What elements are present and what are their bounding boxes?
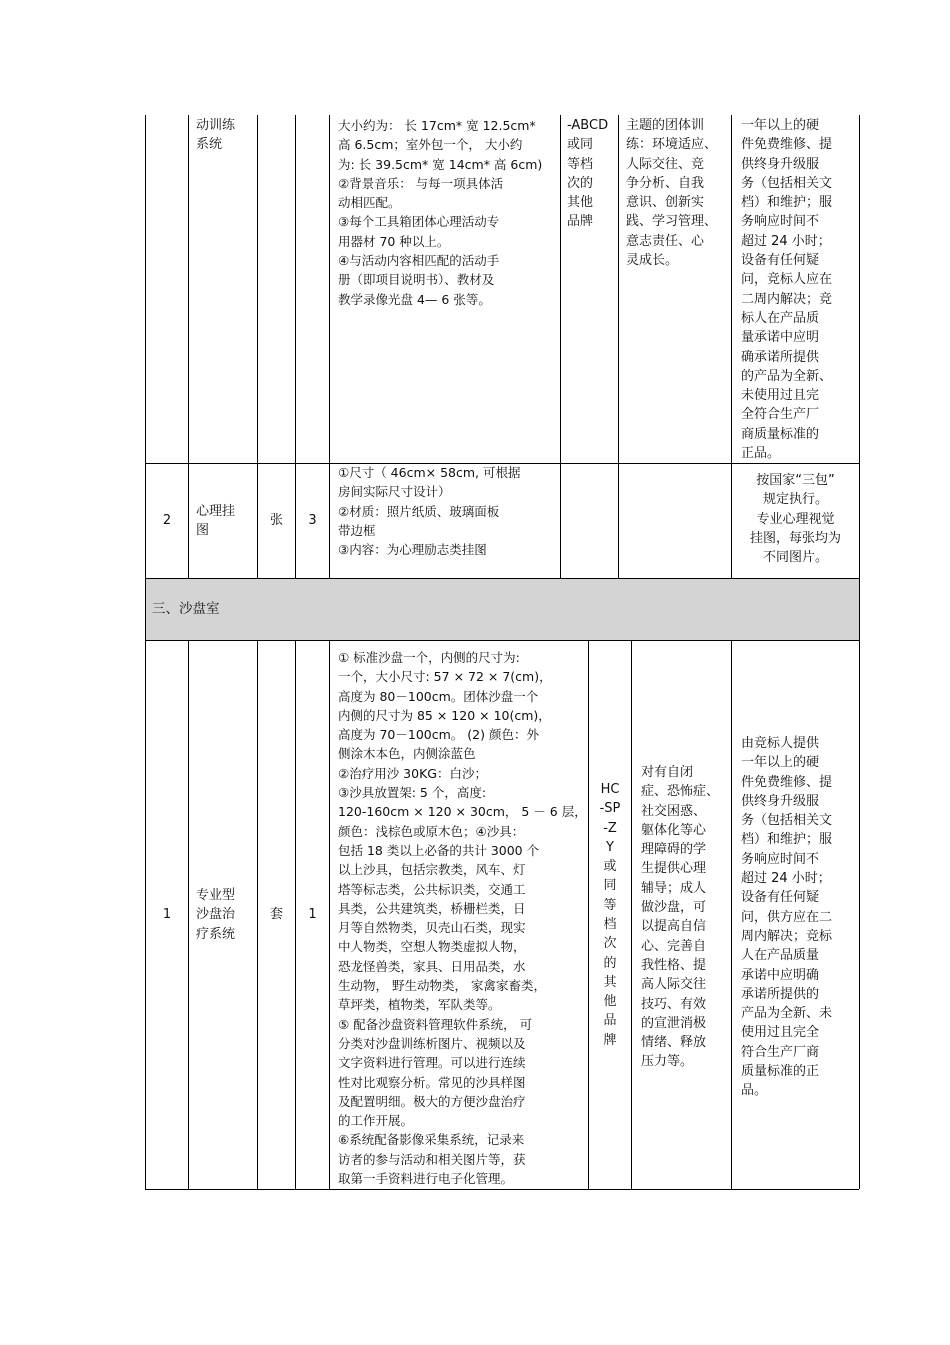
service-line: 设备有任何疑 — [741, 890, 820, 906]
service-line: 规定执行。 — [762, 492, 828, 508]
service-line: 二周内解决；竞 — [741, 291, 833, 307]
spec-line: 为: 长 39.5cm* 宽 14cm* 高 6cm) — [338, 156, 543, 172]
service-line: 一年以上的硬 — [741, 118, 820, 133]
spec-line: 动相匹配。 — [338, 195, 401, 211]
service-line: 挂图，每张均为 — [749, 530, 841, 546]
spec-line: 中人物类，空想人物类虚拟人物， — [338, 939, 526, 955]
row-b-service — [732, 471, 859, 567]
purpose-line: 高人际交往 — [641, 977, 707, 993]
service-line: 专业心理视觉 — [756, 511, 835, 527]
purpose-line: 对有自闭 — [641, 765, 694, 780]
spec-line: 以上沙具，包括宗教类，风车、灯 — [338, 862, 526, 878]
purpose-line: 的宣泄消极 — [641, 1015, 707, 1031]
service-line: 设备有任何疑 — [741, 253, 820, 269]
purpose-line: 人际交往、竞 — [626, 156, 705, 172]
service-line: 承诺中应明确 — [741, 967, 820, 983]
table-rule — [145, 578, 146, 640]
row-c-unit: 套 — [269, 907, 283, 923]
row-c-number: 1 — [162, 907, 172, 923]
spec-line: 生动物， 野生动物类， 家禽家畜类， — [338, 978, 546, 994]
purpose-line: 意志责任、心 — [626, 233, 705, 249]
purpose-line: 压力等。 — [641, 1054, 694, 1070]
spec-line: 性对比观察分析。常见的沙具样图 — [338, 1074, 526, 1090]
table-rule — [859, 115, 860, 578]
service-line: 不同图片。 — [762, 550, 828, 566]
brand-line: -Z — [603, 820, 617, 836]
brand-line: 的 — [603, 955, 617, 971]
spec-line: 内侧的尺寸为 85 × 120 × 10(cm)， — [338, 707, 551, 723]
service-line: 问，供方应在二 — [741, 909, 833, 925]
row-a-name-line: 动训练 — [196, 118, 236, 133]
table-rule — [188, 640, 189, 1189]
table-rule — [145, 640, 859, 641]
service-line: 档）和维护；服 — [741, 195, 833, 211]
service-line: 务响应时间不 — [741, 851, 820, 867]
service-line: 超过 24 小时； — [741, 871, 831, 887]
purpose-line: 做沙盘，可 — [641, 900, 707, 916]
brand-line: Y — [606, 839, 614, 855]
table-rule — [329, 640, 330, 1189]
service-line: 量承诺中应明 — [741, 330, 820, 346]
spec-line: ②材质：照片纸质、玻璃面板 — [338, 503, 500, 519]
spec-line: ③每个工具箱团体心理活动专 — [338, 214, 500, 230]
purpose-line: 躯体化等心 — [641, 822, 707, 838]
service-line: 周内解决；竞标 — [741, 928, 833, 944]
purpose-line: 辅导；成人 — [641, 880, 707, 896]
spec-line: 房间实际尺寸设计） — [338, 484, 451, 500]
row-a-purpose — [626, 116, 717, 270]
spec-line: 大小约为： 长 17cm* 宽 12.5cm* — [338, 118, 536, 133]
purpose-line: 情绪、释放 — [641, 1035, 707, 1051]
table-rule — [631, 640, 632, 1189]
row-c-name-line: 疗系统 — [196, 926, 236, 942]
brand-line: -SP — [599, 801, 621, 817]
row-a-name — [196, 116, 235, 155]
row-a-brand — [567, 116, 608, 232]
brand-line: 等 — [603, 897, 617, 913]
service-line: 务（包括相关文 — [741, 813, 833, 829]
spec-line: 用器材 70 种以上。 — [338, 233, 450, 249]
service-line: 件免费维修、提 — [741, 137, 833, 153]
spec-line: 颜色：浅棕色或原木色；④沙具： — [338, 823, 525, 839]
table-rule — [731, 640, 732, 1189]
service-line: 按国家“三包” — [756, 473, 835, 488]
brand-line: 同 — [603, 878, 617, 894]
row-a-service — [741, 116, 832, 463]
brand-line: 他 — [603, 994, 617, 1010]
brand-line: 其他 — [567, 195, 594, 211]
brand-line: 等档 — [567, 156, 594, 172]
spec-line: 教学录像光盘 4— 6 张等。 — [338, 291, 491, 307]
row-b-name-line: 心理挂 — [196, 503, 236, 519]
row-b-name — [196, 464, 235, 578]
spec-line: ①尺寸（ 46cm× 58cm, 可根据 — [338, 465, 521, 480]
spec-line: 恐龙怪兽类，家具、日用品类，水 — [338, 958, 526, 974]
spec-line: 的工作开展。 — [338, 1113, 414, 1129]
spec-line: ⑤ 配备沙盘资料管理软件系统， 可 — [338, 1016, 533, 1032]
spec-line: 高度为 70－100cm。 (2) 颜色：外 — [338, 727, 539, 743]
spec-line: 120-160cm × 120 × 30cm， 5 － 6 层， — [338, 804, 587, 820]
row-c-brand — [589, 641, 631, 1189]
table-rule — [560, 115, 561, 578]
purpose-line: 心、完善自 — [641, 938, 707, 954]
brand-line: 档 — [603, 917, 617, 932]
table-rule — [859, 640, 860, 1189]
spec-line: 一个，大小尺寸: 57 × 72 × 7(cm)， — [338, 669, 552, 685]
service-line: 人在产品质量 — [741, 948, 820, 964]
table-rule — [145, 1189, 859, 1190]
spec-line: 分类对沙盘训练析图片、视频以及 — [338, 1035, 526, 1051]
spec-line: 草坪类，植物类，军队类等。 — [338, 997, 501, 1013]
spec-line: 塔等标志类，公共标识类，交通工 — [338, 881, 526, 897]
service-line: 全符合生产厂 — [741, 407, 820, 423]
purpose-line: 理障碍的学 — [641, 842, 707, 858]
row-b-quantity: 3 — [308, 513, 317, 529]
purpose-line: 技巧、有效 — [641, 996, 707, 1012]
purpose-line: 以提高自信 — [641, 919, 707, 935]
row-b-specs — [338, 463, 520, 559]
service-line: 一年以上的硬 — [741, 755, 820, 771]
purpose-line: 练：环境适应、 — [626, 137, 718, 153]
service-line: 超过 24 小时； — [741, 233, 831, 249]
table-rule — [188, 115, 189, 578]
row-c-name — [196, 641, 235, 1189]
service-line: 供终身升级服 — [741, 793, 820, 809]
purpose-line: 争分析、自我 — [626, 175, 705, 191]
purpose-line: 社交困惑、 — [641, 803, 707, 819]
spec-line: 取第一手资料进行电子化管理。 — [338, 1171, 514, 1187]
service-line: 档）和维护；服 — [741, 832, 833, 848]
brand-line: 牌 — [603, 1032, 617, 1048]
spec-line: ③内容：为心理励志类挂图 — [338, 542, 487, 558]
purpose-line: 践、学习管理、 — [626, 214, 718, 230]
service-line: 确承诺所提供 — [741, 349, 820, 365]
spec-line: ③沙具放置架: 5 个，高度: — [338, 785, 487, 801]
spec-line: 高度为 80－100cm。团体沙盘一个 — [338, 688, 539, 704]
service-line: 质量标准的正 — [741, 1064, 820, 1080]
spec-line: 包括 18 类以上必备的共计 3000 个 — [338, 842, 540, 858]
row-b-unit: 张 — [269, 513, 283, 529]
service-line: 务（包括相关文 — [741, 175, 833, 191]
spec-line: 及配置明细。极大的方便沙盘治疗 — [338, 1093, 526, 1109]
service-line: 未使用过且完 — [741, 388, 820, 404]
row-a-name-line: 系统 — [196, 137, 223, 153]
row-c-service — [741, 734, 832, 1101]
spec-line: 带边框 — [338, 522, 376, 538]
service-line: 承诺所提供的 — [741, 986, 820, 1002]
table-rule — [145, 578, 859, 579]
service-line: 产品为全新、未 — [741, 1006, 833, 1022]
brand-line: HC — [600, 781, 620, 797]
service-line: 件免费维修、提 — [741, 774, 833, 790]
service-line: 符合生产厂商 — [741, 1044, 820, 1060]
row-a-specs — [338, 116, 542, 309]
service-line: 问，竞标人应在 — [741, 272, 833, 288]
spec-line: ②背景音乐： 与每一项具体活 — [338, 175, 504, 191]
spec-line: 具类，公共建筑类，桥栅栏类，日 — [338, 900, 526, 916]
section-title: 三、沙盘室 — [152, 600, 220, 617]
row-c-name-line: 沙盘治 — [196, 907, 236, 923]
table-rule — [618, 115, 619, 578]
service-line: 务响应时间不 — [741, 214, 820, 230]
spec-line: ④与活动内容相匹配的活动手 — [338, 253, 500, 269]
service-line: 供终身升级服 — [741, 156, 820, 172]
spec-line: 侧涂木本色，内侧涂蓝色 — [338, 746, 476, 762]
row-c-name-line: 专业型 — [196, 888, 236, 904]
brand-line: 品 — [603, 1013, 617, 1029]
row-c-specs — [338, 648, 587, 1188]
brand-line: 品牌 — [567, 214, 594, 230]
row-b-number: 2 — [162, 513, 172, 529]
service-line: 由竞标人提供 — [741, 736, 820, 751]
purpose-line: 灵成长。 — [626, 253, 679, 269]
spec-line: 高 6.5cm；室外包一个， 大小约 — [338, 137, 523, 153]
service-line: 的产品为全新、 — [741, 368, 833, 384]
purpose-line: 主题的团体训 — [626, 118, 705, 133]
purpose-line: 我性格、提 — [641, 957, 707, 973]
service-line: 品。 — [741, 1083, 768, 1099]
purpose-line: 意识、创新实 — [626, 195, 705, 211]
spec-line: 册（即项目说明书）、教材及 — [338, 272, 495, 288]
spec-line: 月等自然物类，贝壳山石类，现实 — [338, 920, 526, 936]
section-header-band — [145, 578, 859, 640]
row-c-quantity: 1 — [308, 907, 317, 923]
brand-line: 次的 — [567, 175, 594, 191]
brand-line: 或同 — [567, 137, 594, 153]
service-line: 标人在产品质 — [741, 310, 820, 326]
table-rule — [329, 115, 330, 578]
brand-line: -ABCD — [567, 118, 609, 133]
service-line: 使用过且完全 — [741, 1025, 820, 1041]
brand-line: 或 — [603, 859, 617, 875]
spec-line: ②治疗用沙 30KG：白沙； — [338, 765, 487, 781]
row-c-purpose — [641, 763, 719, 1072]
spec-line: ① 标准沙盘一个，内侧的尺寸为: — [338, 650, 520, 665]
spec-line: ⑥系统配备影像采集系统，记录来 — [338, 1132, 525, 1148]
spec-line: 访者的参与活动和相关图片等，获 — [338, 1151, 526, 1167]
spec-line: 文字资料进行管理。可以进行连续 — [338, 1055, 526, 1071]
purpose-line: 生提供心理 — [641, 861, 707, 877]
purpose-line: 症、恐怖症、 — [641, 784, 720, 800]
table-rule — [859, 578, 860, 640]
row-b-name-line: 图 — [196, 523, 210, 538]
service-line: 正品。 — [741, 446, 781, 462]
brand-line: 次 — [603, 936, 617, 952]
brand-line: 其 — [603, 974, 617, 990]
service-line: 商质量标准的 — [741, 426, 820, 442]
